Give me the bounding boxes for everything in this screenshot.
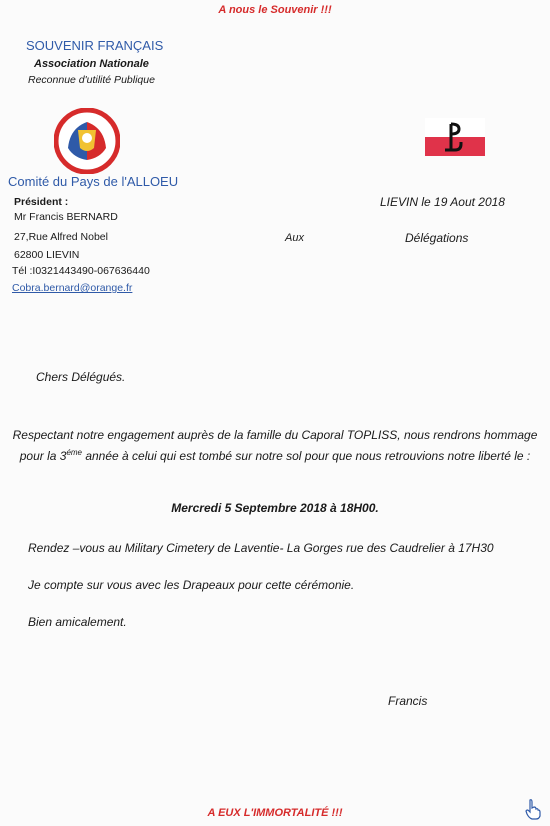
date-place: LIEVIN le 19 Aout 2018	[380, 195, 505, 209]
paragraph-part-1: Respectant notre engagement auprès de la famille du Caporal TOPLISS, nous rendrons hommage pour la 3	[12, 428, 538, 463]
salutation: Chers Délégués.	[36, 370, 126, 384]
phone: Tél :I0321443490-067636440	[12, 265, 150, 277]
meeting-info: Rendez –vous au Military Cimetery de Laventie- La Gorges rue des Caudrelier à 17H30	[28, 541, 494, 555]
recipient: Délégations	[405, 231, 469, 245]
signature: Francis	[388, 694, 428, 708]
paragraph-part-2: année à celui qui est tombé sur notre sol pour que nous retrouvions notre liberté le :	[82, 449, 531, 463]
to-label: Aux	[285, 232, 304, 244]
souvenir-francais-logo	[54, 108, 120, 174]
president-name: Mr Francis BERNARD	[14, 211, 118, 223]
organization-name: SOUVENIR FRANÇAIS	[26, 38, 164, 53]
committee-name: Comité du Pays de l'ALLOEU	[8, 174, 179, 189]
address-line-2: 62800 LIEVIN	[14, 249, 80, 261]
event-date: Mercredi 5 Septembre 2018 à 18H00.	[171, 501, 379, 515]
closing: Bien amicalement.	[28, 615, 127, 629]
ordinal-suffix: éme	[66, 448, 82, 457]
email-link[interactable]: Cobra.bernard@orange.fr	[12, 282, 133, 294]
bottom-motto: A EUX L'IMMORTALITÉ !!!	[207, 807, 343, 819]
top-motto: A nous le Souvenir !!!	[218, 4, 332, 16]
polish-resistance-flag	[425, 118, 485, 156]
hand-pointer-icon	[524, 798, 542, 820]
president-label: Président :	[14, 196, 69, 208]
flags-request: Je compte sur vous avec les Drapeaux pour cette cérémonie.	[28, 578, 355, 592]
address-line-1: 27,Rue Alfred Nobel	[14, 231, 108, 243]
organization-type: Association Nationale	[34, 58, 149, 70]
organization-recognition: Reconnue d'utilité Publique	[28, 74, 155, 86]
body-paragraph	[0, 427, 550, 465]
